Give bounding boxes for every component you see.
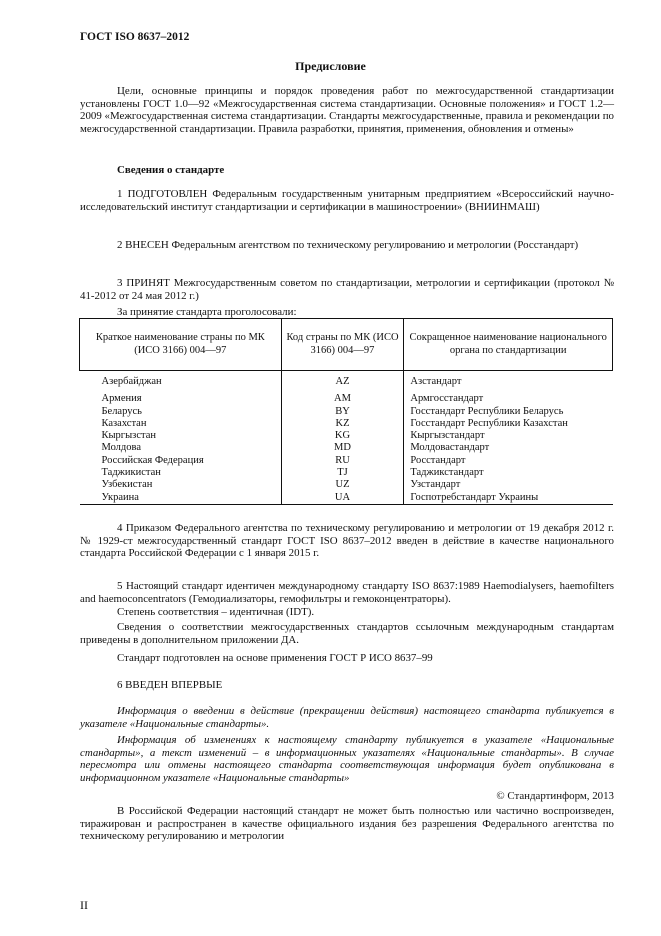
table-row [80, 467, 613, 479]
table-row [80, 393, 613, 405]
body-cell: Госстандарт Республики Беларусь [410, 405, 564, 417]
code-cell: RU [281, 455, 404, 467]
country-cell: Таджикистан [101, 467, 161, 479]
item-5-identical: 5 Настоящий стандарт идентичен международному стандарту ISO 8637:1989 Haemodialysers, haemofilters and haemoconcentrators (Гемодиализаторы, гемофильтры и гемоконцентраторы). [80, 580, 614, 605]
table-row [80, 418, 613, 430]
country-cell: Армения [101, 393, 142, 405]
item-1-prepared: 1 ПОДГОТОВЛЕН Федеральным государственным унитарным предприятием «Всероссийский научно-исследовательский институт стандартизации и сертификации в машиностроении» (ВНИИНМАШ) [80, 188, 614, 213]
code-cell: AM [281, 393, 404, 405]
notice-changes: Информация об изменениях к настоящему стандарту публикуется в указателе «Национальные стандарты», а текст изменений – в информационных указателях «Национальные стандарты». В случае пересмотра или отмены настоящего стандарта соответствующая информация будет опубликована в информационном указателе «Национальные стандарты» [80, 734, 614, 784]
item-4-order: 4 Приказом Федерального агентства по техническому регулированию и метрологии от 19 декабря 2012 г. № 1929-ст межгосударственный стандарт ГОСТ ISO 8637–2012 введен в действие в качестве национального стандарта Российской Федерации с 1 января 2015 г. [80, 522, 614, 559]
code-cell: BY [281, 406, 404, 418]
table-row [80, 492, 613, 505]
body-cell: Госпотребстандарт Украины [404, 492, 613, 505]
country-cell: Казахстан [101, 417, 147, 429]
country-cell: Кыргызстан [101, 430, 156, 442]
table-header-country: Краткое наименование страны по МК (ИСО 3166) 004—97 [80, 319, 282, 371]
table-row [80, 371, 613, 394]
table-row [80, 455, 613, 467]
country-cell: Беларусь [101, 405, 142, 417]
basis-note: Стандарт подготовлен на основе применения ГОСТ Р ИСО 8637–99 [117, 652, 433, 664]
standard-info-heading: Сведения о стандарте [117, 164, 225, 176]
page-number: II [80, 898, 88, 912]
item-6-first-introduced: 6 ВВЕДЕН ВПЕРВЫЕ [117, 679, 223, 691]
copyright: © Стандартинформ, 2013 [496, 790, 614, 802]
table-row [80, 479, 613, 491]
code-cell: AZ [281, 371, 404, 394]
code-cell: UA [281, 492, 404, 505]
document-header: ГОСТ ISO 8637–2012 [80, 31, 190, 43]
notice-introduction: Информация о введении в действие (прекращении действия) настоящего стандарта публикуется в указателе «Национальные стандарты». [80, 705, 614, 730]
country-cell: Узбекистан [101, 479, 153, 491]
country-cell: Молдова [101, 442, 141, 454]
conformity-degree: Степень соответствия – идентичная (IDT). [117, 606, 315, 618]
code-cell: MD [281, 442, 404, 454]
body-cell: Таджикстандарт [410, 467, 484, 479]
body-cell: Молдовастандарт [410, 442, 490, 454]
table-header-body: Сокращенное наименование национального органа по стандартизации [404, 319, 613, 371]
vote-table [79, 318, 613, 505]
body-cell: Армгосстандарт [410, 393, 484, 405]
body-cell: Кыргызстандарт [410, 430, 485, 442]
item-2-submitted: 2 ВНЕСЕН Федеральным агентством по техническому регулированию и метрологии (Росстандарт) [117, 239, 579, 251]
body-cell: Узстандарт [410, 479, 461, 491]
country-cell: Украина [80, 492, 282, 505]
body-cell: Госстандарт Республики Казахстан [410, 417, 568, 429]
table-header-code: Код страны по МК (ИСО 3166) 004—97 [281, 319, 404, 371]
preface-intro: Цели, основные принципы и порядок проведения работ по межгосударственной стандартизации установлены ГОСТ 1.0—92 «Межгосударственная система стандартизации. Основные положения» и ГОСТ 1.2—2009 «Межгосударственная система стандартизации. Стандарты межгосударственные, правила и рекомендации по межгосударственной стандартизации. Правила разработки, принятия, применения, обновления и отмены» [80, 85, 614, 135]
code-cell: KG [281, 430, 404, 442]
body-cell: Росстандарт [410, 454, 466, 466]
country-cell: Азербайджан [101, 376, 162, 387]
body-cell: Азстандарт [410, 376, 462, 387]
table-row [80, 406, 613, 418]
table-row [80, 442, 613, 454]
vote-caption: За принятие стандарта проголосовали: [117, 306, 297, 318]
table-row [80, 430, 613, 442]
code-cell: UZ [281, 479, 404, 491]
code-cell: KZ [281, 418, 404, 430]
preface-title: Предисловие [295, 59, 366, 73]
country-cell: Российская Федерация [101, 454, 204, 466]
references-note: Сведения о соответствии межгосударственных стандартов ссылочным международным стандартам приведены в дополнительном приложении ДА. [80, 621, 614, 646]
reproduction-restriction: В Российской Федерации настоящий стандарт не может быть полностью или частично воспроизведен, тиражирован и распространен в качестве официального издания без разрешения Федерального агентства по техническому регулированию и метрологии [80, 805, 614, 842]
item-3-adopted: 3 ПРИНЯТ Межгосударственным советом по стандартизации, метрологии и сертификации (протокол № 41-2012 от 24 мая 2012 г.) [80, 277, 614, 302]
code-cell: TJ [281, 467, 404, 479]
